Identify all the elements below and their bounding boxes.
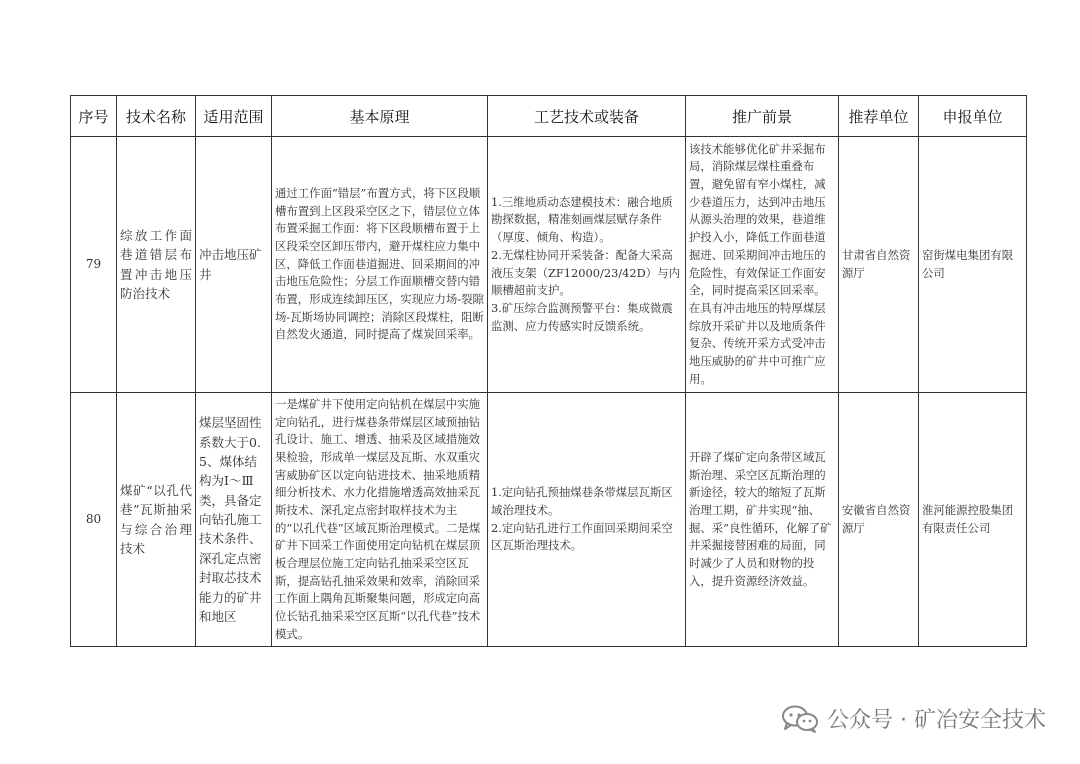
technology-table <box>70 95 1027 647</box>
header-applicant: 申报单位 <box>919 96 1027 137</box>
table-header-row <box>71 96 1027 137</box>
cell-scope: 冲击地压矿井 <box>196 137 272 393</box>
cell-no: 79 <box>71 137 117 393</box>
header-prospect: 推广前景 <box>686 96 839 137</box>
header-no: 序号 <box>71 96 117 137</box>
header-process: 工艺技术或装备 <box>488 96 686 137</box>
cell-recommender: 安徽省自然资源厅 <box>839 393 919 647</box>
cell-no: 80 <box>71 393 117 647</box>
cell-prospect: 该技术能够优化矿井采掘布局，消除煤层煤柱重叠布置，避免留有窄小煤柱，减少巷道压力，达到冲击地压从源头治理的效果，巷道维护投入小，降低工作面巷道掘进、回采期间冲击地压的危险性，有效保证工作面安全，同时提高采区回采率。在具有冲击地压的特厚煤层综放开采矿井以及地质条件复杂、传统开采方式受冲击地压威胁的矿井中可推广应用。 <box>686 137 839 393</box>
header-scope: 适用范围 <box>196 96 272 137</box>
cell-scope: 煤层坚固性系数大于0.5、煤体结构为Ⅰ～Ⅲ类，具备定向钻孔施工技术条件、深孔定点密封取芯技术能力的矿井和地区 <box>196 393 272 647</box>
watermark-text: 公众号 · 矿冶安全技术 <box>827 708 1046 733</box>
cell-recommender: 甘肃省自然资源厅 <box>839 137 919 393</box>
cell-applicant: 淮河能源控股集团有限责任公司 <box>919 393 1027 647</box>
cell-tech-name: 综放工作面巷道错层布置冲击地压防治技术 <box>117 137 196 393</box>
cell-tech-name: 煤矿“以孔代巷”瓦斯抽采与综合治理技术 <box>117 393 196 647</box>
table-row <box>71 137 1027 393</box>
header-principle: 基本原理 <box>272 96 488 137</box>
header-tech-name: 技术名称 <box>117 96 196 137</box>
cell-process: 1.三维地质动态建模技术：融合地质勘探数据，精准刻画煤层赋存条件（厚度、倾角、构造）。 2.无煤柱协同开采装备：配备大采高液压支架（ZF12000/23/42D）与内顺槽超前支护。 3.矿压综合监测预警平台：集成微震监测、应力传感实时反馈系统。 <box>488 137 686 393</box>
wechat-account-watermark <box>781 703 1046 734</box>
cell-principle: 通过工作面“错层”布置方式，将下区段顺槽布置到上区段采空区之下，错层位立体布置采掘工作面：将下区段顺槽布置于上区段采空区卸压带内，避开煤柱应力集中区，降低工作面巷道掘进、回采期间的冲击地压危险性；分层工作面顺槽交替内错布置，形成连续卸压区，实现应力场-裂隙场-瓦斯场协同调控；消除区段煤柱，阻断自然发火通道，同时提高了煤炭回采率。 <box>272 137 488 393</box>
cell-applicant: 窑街煤电集团有限公司 <box>919 137 1027 393</box>
cell-process: 1.定向钻孔预抽煤巷条带煤层瓦斯区域治理技术。 2.定向钻孔进行工作面回采期间采空区瓦斯治理技术。 <box>488 393 686 647</box>
cell-principle: 一是煤矿井下使用定向钻机在煤层中实施定向钻孔，进行煤巷条带煤层区域预抽钻孔设计、施工、增透、抽采及区域措施效果检验，形成单一煤层及瓦斯、水双重灾害威胁矿区以定向钻进技术、抽采地质精细分析技术、水力化措施增透高效抽采瓦斯技术、深孔定点密封取样技术为主的“以孔代巷”区域瓦斯治理模式。二是煤矿井下回采工作面使用定向钻机在煤层顶板合理层位施工定向钻孔抽采采空区瓦斯，提高钻孔抽采效果和效率，消除回采工作面上隅角瓦斯聚集问题，形成定向高位长钻孔抽采采空区瓦斯“以孔代巷”技术模式。 <box>272 393 488 647</box>
cell-prospect: 开辟了煤矿定向条带区域瓦斯治理、采空区瓦斯治理的新途径，较大的缩短了瓦斯治理工期，矿井实现“抽、掘、采”良性循环，化解了矿井采掘接替困难的局面，同时减少了人员和财物的投入，提升资源经济效益。 <box>686 393 839 647</box>
wechat-icon <box>781 704 819 734</box>
table-row <box>71 393 1027 647</box>
header-recommender: 推荐单位 <box>839 96 919 137</box>
